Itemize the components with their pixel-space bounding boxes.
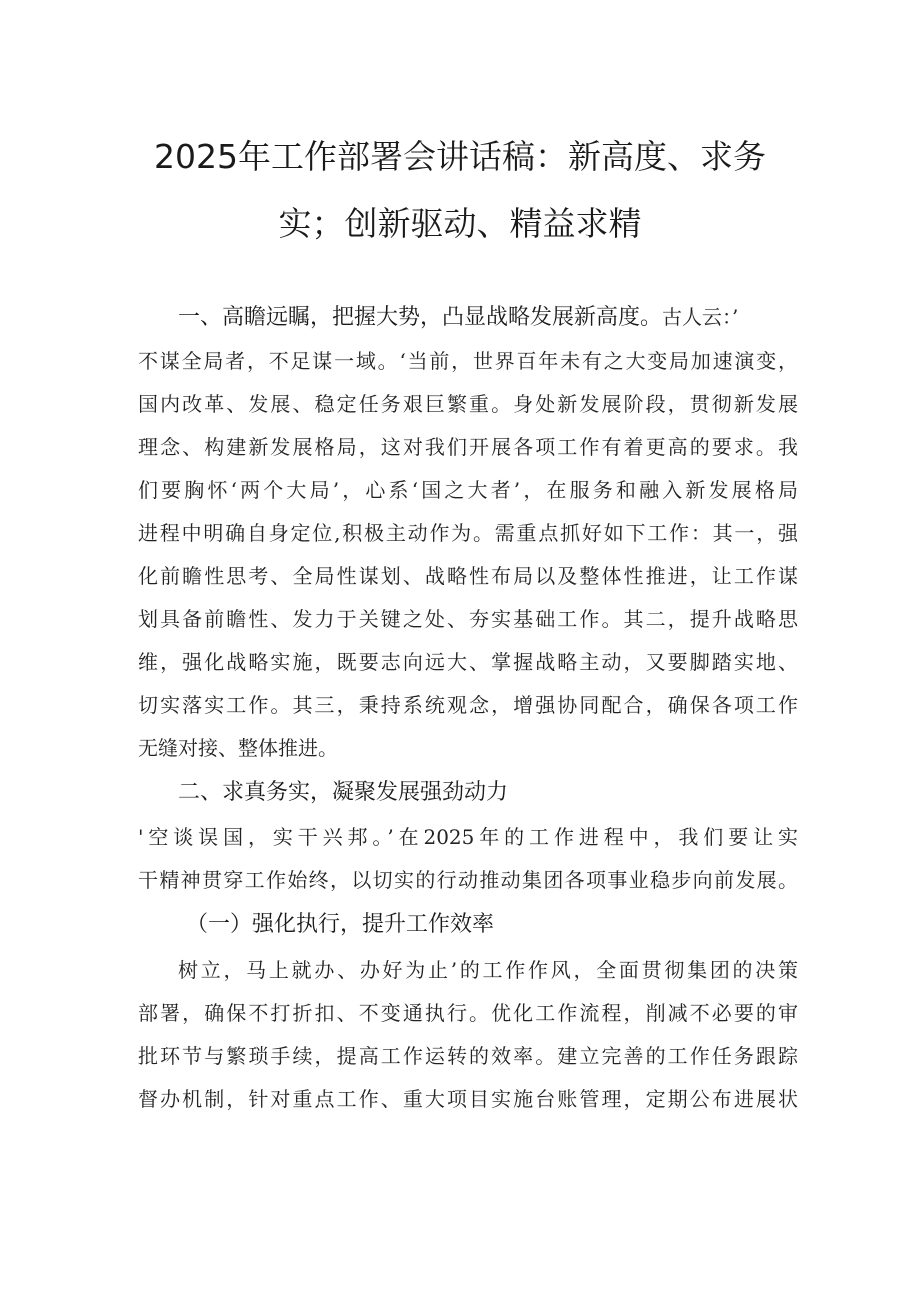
section-2-heading: 二、求真务实，凝聚发展强劲动力: [178, 780, 509, 805]
section-1-heading-line: [178, 302, 798, 332]
subsection-1-heading: （一）强化执行，提升工作效率: [186, 912, 495, 937]
paragraph-line: 国内改革、发展、稳定任务艰巨繁重。身处新发展阶段，贯彻新发展: [138, 392, 798, 416]
paragraph-line: 维，强化战略实施，既要志向远大、掌握战略主动，又要脚踏实地、: [138, 650, 798, 674]
paragraph-line: 划具备前瞻性、发力于关键之处、夯实基础工作。其二，提升战略思: [138, 607, 798, 631]
paragraph-line: 不谋全局者，不足谋一域。‘当前，世界百年未有之大变局加速演变，: [138, 349, 798, 373]
section-1-heading: 一、高瞻远瞩，把握大势，凸显战略发展新高度。: [178, 305, 663, 330]
document-title-line-2: 实；创新驱动、精益求精: [278, 204, 642, 243]
paragraph-line: 切实落实工作。其三，秉持系统观念，增强协同配合，确保各项工作: [138, 693, 798, 717]
paragraph-line: 理念、构建新发展格局，这对我们开展各项工作有着更高的要求。我: [138, 435, 798, 459]
paragraph-line: 督办机制，针对重点工作、重大项目实施台账管理，定期公布进展状: [138, 1087, 798, 1111]
paragraph-line: 化前瞻性思考、全局性谋划、战略性布局以及整体性推进，让工作谋: [138, 564, 798, 588]
section-1-heading-tail: 古人云：’: [662, 305, 739, 329]
paragraph-line: 进程中明确自身定位,积极主动作为。需重点抓好如下工作：其一，强: [138, 521, 798, 545]
paragraph-line: 们要胸怀‘两个大局’，心系‘国之大者’，在服务和融入新发展格局: [138, 478, 798, 502]
paragraph-line: 树立，马上就办、办好为止’的工作作风，全面贯彻集团的决策: [178, 958, 798, 982]
document-title-line-1: 2025年工作部署会讲话稿：新高度、求务: [154, 137, 766, 176]
paragraph-line: '空谈误国，实干兴邦。’在2025年的工作进程中，我们要让实: [138, 825, 798, 849]
paragraph-line: 无缝对接、整体推进。: [138, 736, 338, 760]
paragraph-line: 批环节与繁琐手续，提高工作运转的效率。建立完善的工作任务跟踪: [138, 1044, 798, 1068]
paragraph-line: 干精神贯穿工作始终，以切实的行动推动集团各项事业稳步向前发展。: [138, 868, 798, 892]
paragraph-line: 部署，确保不打折扣、不变通执行。优化工作流程，削减不必要的审: [138, 1001, 798, 1025]
